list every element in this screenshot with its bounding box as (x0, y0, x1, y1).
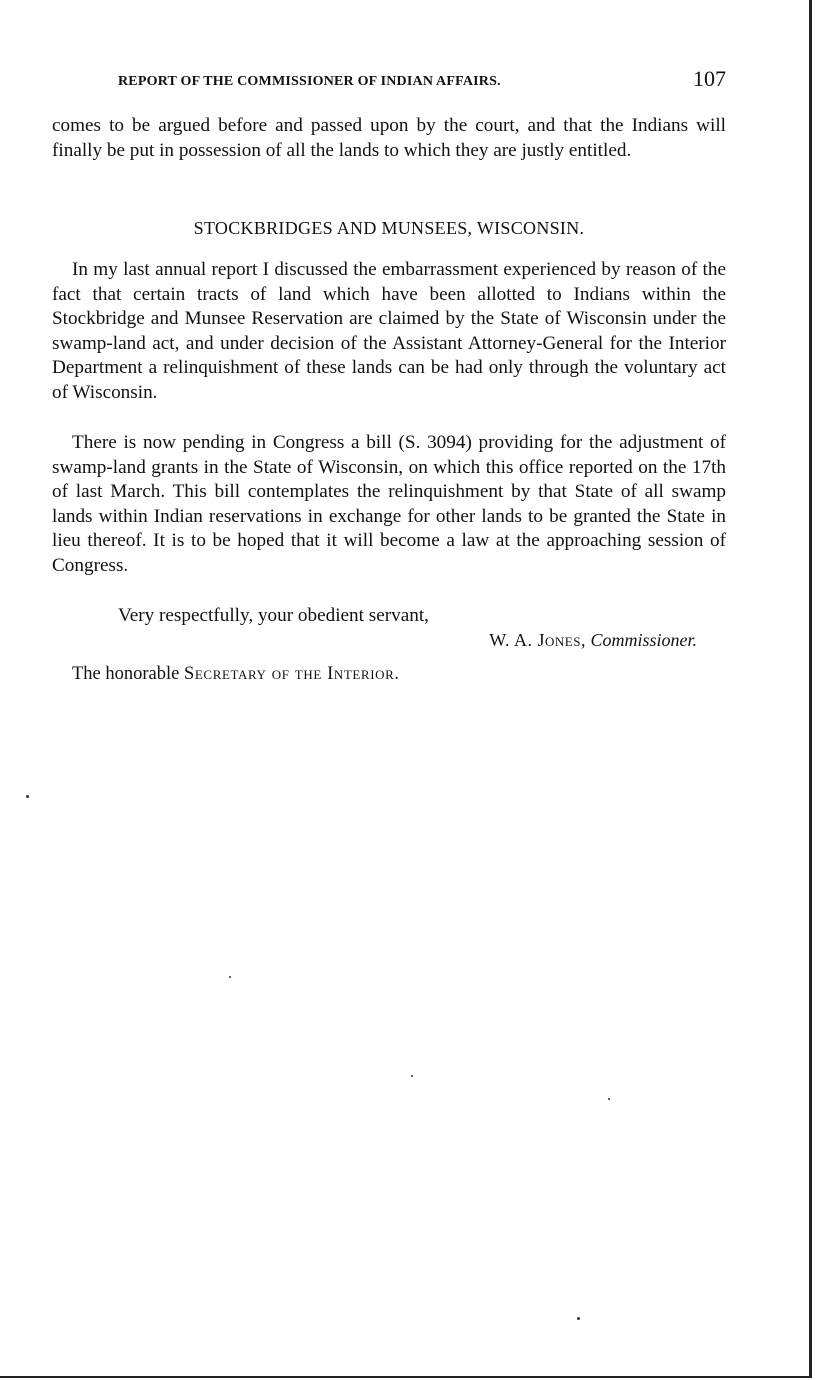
address-prefix: The honorable (72, 664, 180, 684)
signer-title: Commissioner. (590, 630, 697, 650)
scan-speck (229, 976, 231, 978)
continuation-paragraph (52, 114, 726, 163)
paragraph-2 (52, 431, 726, 579)
scan-speck (608, 1098, 610, 1100)
page-number: 107 (693, 66, 726, 91)
running-title: REPORT OF THE COMMISSIONER OF INDIAN AFFAIRS. (118, 74, 501, 89)
scan-speck (26, 795, 29, 798)
paragraph-2-text: There is now pending in Congress a bill (S. 3094) providing for the adjustment of swamp-land grants in the State of Wisconsin, on which this office reported on the 17th of last March. This bill contemplates the relinquishment by that State of all swamp lands within Indian reservations in exchange for other lands to be granted the State in lieu thereof. It is to be hoped that it will become a law at the approaching session of Congress. (52, 432, 726, 576)
running-header (118, 66, 726, 96)
section-heading: STOCKBRIDGES AND MUNSEES, WISCONSIN. (193, 218, 585, 238)
continuation-text: comes to be argued before and passed upon by the court, and that the Indians will finally be put in possession of all the lands to which they are justly entitled. (52, 115, 726, 161)
address-line (72, 664, 400, 685)
scan-speck (411, 1075, 413, 1077)
signature-line (489, 630, 697, 651)
scan-speck (577, 1317, 580, 1320)
closing-salutation: Very respectfully, your obedient servant, (118, 605, 429, 626)
address-recipient: Secretary of the Interior. (184, 664, 400, 684)
paragraph-1-text: In my last annual report I discussed the embarrassment experienced by reason of the fact that certain tracts of land which have been allotted to Indians within the Stockbridge and Munsee Reservation are claimed by the State of Wisconsin under the swamp-land act, and under decision of the Assistant Attorney-General for the Interior Department a relinquishment of these lands can be had only through the voluntary act of Wisconsin. (52, 259, 726, 403)
paragraph-1 (52, 258, 726, 406)
signer-name: W. A. Jones, (489, 630, 586, 650)
